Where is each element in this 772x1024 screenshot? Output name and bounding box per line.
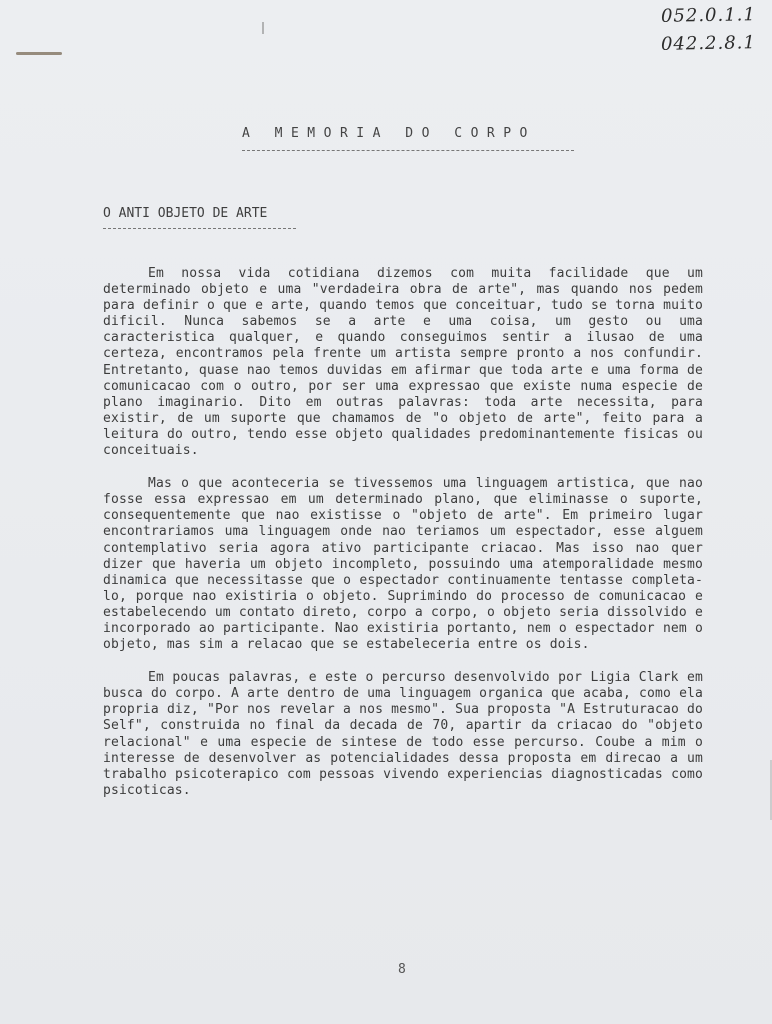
paragraph-3: Em poucas palavras, e este o percurso desenvolvido por Ligia Clark em busca do corpo. A arte dentro de uma linguagem organica que acaba, como ela propria diz, "Por nos revelar a nos mesmo". Sua proposta "A Estruturacao do Self", construida no final da decada de 70, apartir da criacao do "objeto relacional" e uma especie de sintese de todo esse percurso. Coube a mim o interesse de desenvolver as potencialidades dessa proposta em direcao a um trabalho psicoterapico com pessoas vivendo experiencias diagnosticadas como psicoticas. xyxy=(103,670,703,798)
archive-code-2: 042.2.8.1 xyxy=(660,32,757,55)
title-underline xyxy=(242,150,574,151)
document-title: A MEMORIA DO CORPO xyxy=(242,126,536,141)
archive-code-1: 052.0.1.1 xyxy=(660,4,757,27)
section-title: O ANTI OBJETO DE ARTE xyxy=(103,206,268,221)
pencil-mark xyxy=(262,22,264,34)
staple-mark xyxy=(16,52,62,55)
section-title-underline xyxy=(103,228,296,229)
handwritten-archive-codes xyxy=(661,2,756,58)
paragraph-1: Em nossa vida cotidiana dizemos com muita facilidade que um determinado objeto e uma "verdadeira obra de arte", mas quando nos pedem para definir o que e arte, quando temos que conceituar, tudo se torna muito dificil. Nunca sabemos se a arte e uma coisa, um gesto ou uma caracteristica qualquer, e quando conseguimos sentir a ilusao de uma certeza, encontramos pela frente um artista sempre pronto a nos confundir. Entretanto, quase nao temos duvidas em afirmar que toda arte e uma forma de comunicacao com o outro, por ser uma expressao que existe numa especie de plano imaginario. Dito em outras palavras: toda arte necessita, para existir, de um suporte que chamamos de "o objeto de arte", feito para a leitura do outro, tendo esse objeto qualidades predominantemente fisicas ou conceituais. xyxy=(103,266,703,459)
body-text xyxy=(103,266,703,816)
page-number: 8 xyxy=(398,962,406,977)
paragraph-2: Mas o que aconteceria se tivessemos uma linguagem artistica, que nao fosse essa expressao em um determinado plano, que eliminasse o suporte, consequentemente que nao existisse o "objeto de arte". Em primeiro lugar encontrariamos uma linguagem onde nao teriamos um espectador, esse alguem contemplativo seria agora ativo participante criacao. Mas isso nao quer dizer que haveria um objeto incompleto, possuindo uma atemporalidade mesmo dinamica que necessitasse que o espectador continuamente tentasse completa-lo, porque nao existiria o objeto. Suprimindo do processo de comunicacao e estabelecendo um contato direto, corpo a corpo, o objeto seria dissolvido e incorporado ao participante. Nao existiria portanto, nem o espectador nem o objeto, mas sim a relacao que se estabeleceria entre os dois. xyxy=(103,476,703,653)
